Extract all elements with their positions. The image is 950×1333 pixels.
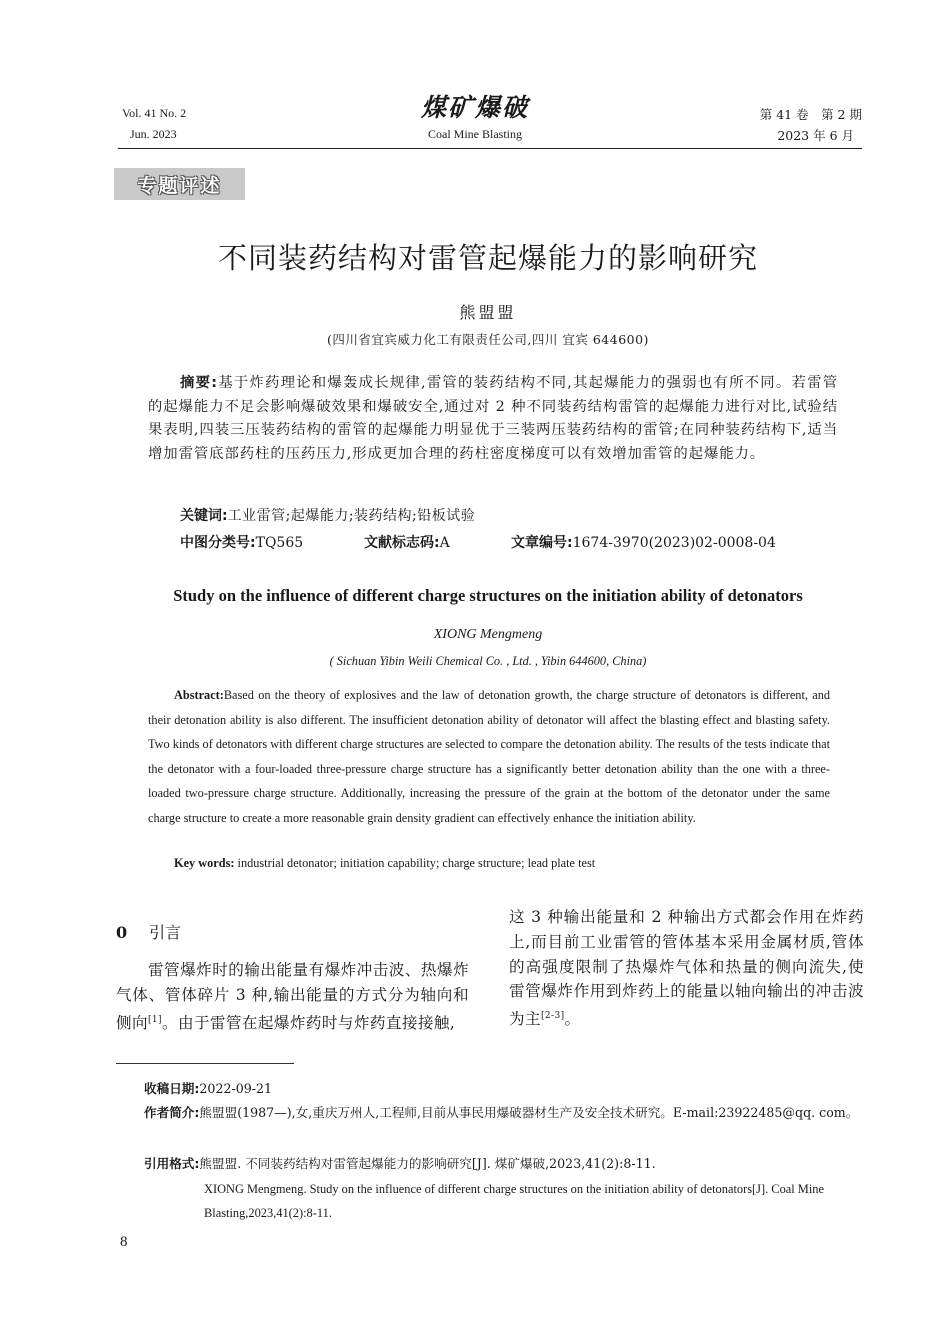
body-left-column: 雷管爆炸时的输出能量有爆炸冲击波、热爆炸气体、管体碎片 3 种,输出能量的方式分为轴向和侧向[1]。由于雷管在起爆炸药时与炸药直接接触, xyxy=(116,961,469,1032)
header-date-zh: 2023 年 6 月 xyxy=(777,128,854,143)
author-zh: 熊盟盟 xyxy=(459,303,517,322)
document-code: 文献标志码:A xyxy=(364,535,450,551)
section-number: 0 xyxy=(116,923,128,942)
header-rule xyxy=(118,148,862,149)
body-right-column: 这 3 种输出能量和 2 种输出方式都会作用在炸药上,而目前工业雷管的管体基本采用金属材质,管体的高强度限制了热爆炸气体和热量的侧向流失,使雷管爆炸作用到炸药上的能量以轴向输出的冲击波为主[2-3]。 xyxy=(509,908,864,1029)
keywords-en xyxy=(174,856,595,871)
clc-number: 中图分类号:TQ565 xyxy=(180,535,304,551)
abstract-en-label: Abstract: xyxy=(174,688,224,702)
abstract-zh-label: 摘要: xyxy=(180,375,218,391)
keywords-zh xyxy=(180,505,475,525)
citation-ref: [2-3] xyxy=(541,1011,565,1022)
footnote-received: 收稿日期:2022-09-21 xyxy=(144,1081,273,1096)
citation-ref: [1] xyxy=(148,1014,162,1025)
abstract-zh-text: 基于炸药理论和爆轰成长规律,雷管的装药结构不同,其起爆能力的强弱也有所不同。若雷管的起爆能力不足会影响爆破效果和爆破安全,通过对 2 种不同装药结构雷管的起爆能力进行对比,试验结果表明,四装三压装药结构的雷管的起爆能力明显优于三装两压装药结构的雷管;在同种装药结构下,适当增加雷管底部药柱的压药压力,形成更加合理的药柱密度梯度可以有效增加雷管的起爆能力。 xyxy=(148,375,838,462)
page-number: 8 xyxy=(120,1234,128,1250)
abstract-zh xyxy=(148,372,838,466)
author-en: XIONG Mengmeng xyxy=(433,627,543,642)
section-tag: 专题评述 xyxy=(114,168,245,200)
header-volume: Vol. 41 No. 2 xyxy=(122,106,187,120)
header-date-en: Jun. 2023 xyxy=(130,127,177,141)
keywords-zh-label: 关键词: xyxy=(180,508,228,524)
abstract-en xyxy=(148,683,830,831)
footnote-author: 作者简介:熊盟盟(1987—),女,重庆万州人,工程师,目前从事民用爆破器材生产及安全技术研究。E-mail:23922485@qq. com。 xyxy=(144,1105,859,1120)
header-volume-zh: 第 41 卷 第 2 期 xyxy=(759,107,862,122)
affiliation-en: ( Sichuan Yibin Weili Chemical Co. , Ltd. , Yibin 644600, China) xyxy=(329,654,647,668)
journal-name-en: Coal Mine Blasting xyxy=(428,127,522,141)
journal-logo: 煤矿爆破 xyxy=(420,93,529,122)
footnote-rule xyxy=(116,1063,294,1064)
keywords-en-label: Key words: xyxy=(174,856,235,870)
paper-title-zh: 不同装药结构对雷管起爆能力的影响研究 xyxy=(217,241,758,275)
section-heading xyxy=(116,920,181,943)
footnote-citation: 引用格式:熊盟盟. 不同装药结构对雷管起爆能力的影响研究[J]. 煤矿爆破,2023,41(2):8-11. xyxy=(144,1156,656,1171)
abstract-en-text: Based on the theory of explosives and the law of detonation growth, the charge structure of detonators is different, and their detonation ability is also different. The insufficient detonation ability of detonator will affect the blasting effect and blasting safety. Two kinds of detonators with different charge structures are selected to compare the detonation ability. The results of the tests indicate that the detonator with a four-loaded three-pressure charge structure has a significantly better detonation ability than the one with a three-loaded two-pressure charge structure. Additionally, increasing the pressure of the grain at the bottom of the detonator under the same charge structure to create a more reasonable grain density gradient can effectively enhance the initiation ability. xyxy=(148,688,830,825)
affiliation-zh: (四川省宜宾威力化工有限责任公司,四川 宜宾 644600) xyxy=(327,332,649,347)
footnote-citation-en: XIONG Mengmeng. Study on the influence of different charge structures on the initiation ability of detonators[J]. Coal Mine Blasting,2023,41(2):8-11. xyxy=(204,1182,824,1220)
article-id: 文章编号:1674-3970(2023)02-0008-04 xyxy=(511,535,776,551)
section-title: 引言 xyxy=(149,923,182,942)
paper-title-en: Study on the influence of different charge structures on the initiation ability of detonators xyxy=(173,586,803,605)
keywords-zh-text: 工业雷管;起爆能力;装药结构;铅板试验 xyxy=(227,508,476,524)
keywords-en-text: industrial detonator; initiation capability; charge structure; lead plate test xyxy=(237,856,596,870)
